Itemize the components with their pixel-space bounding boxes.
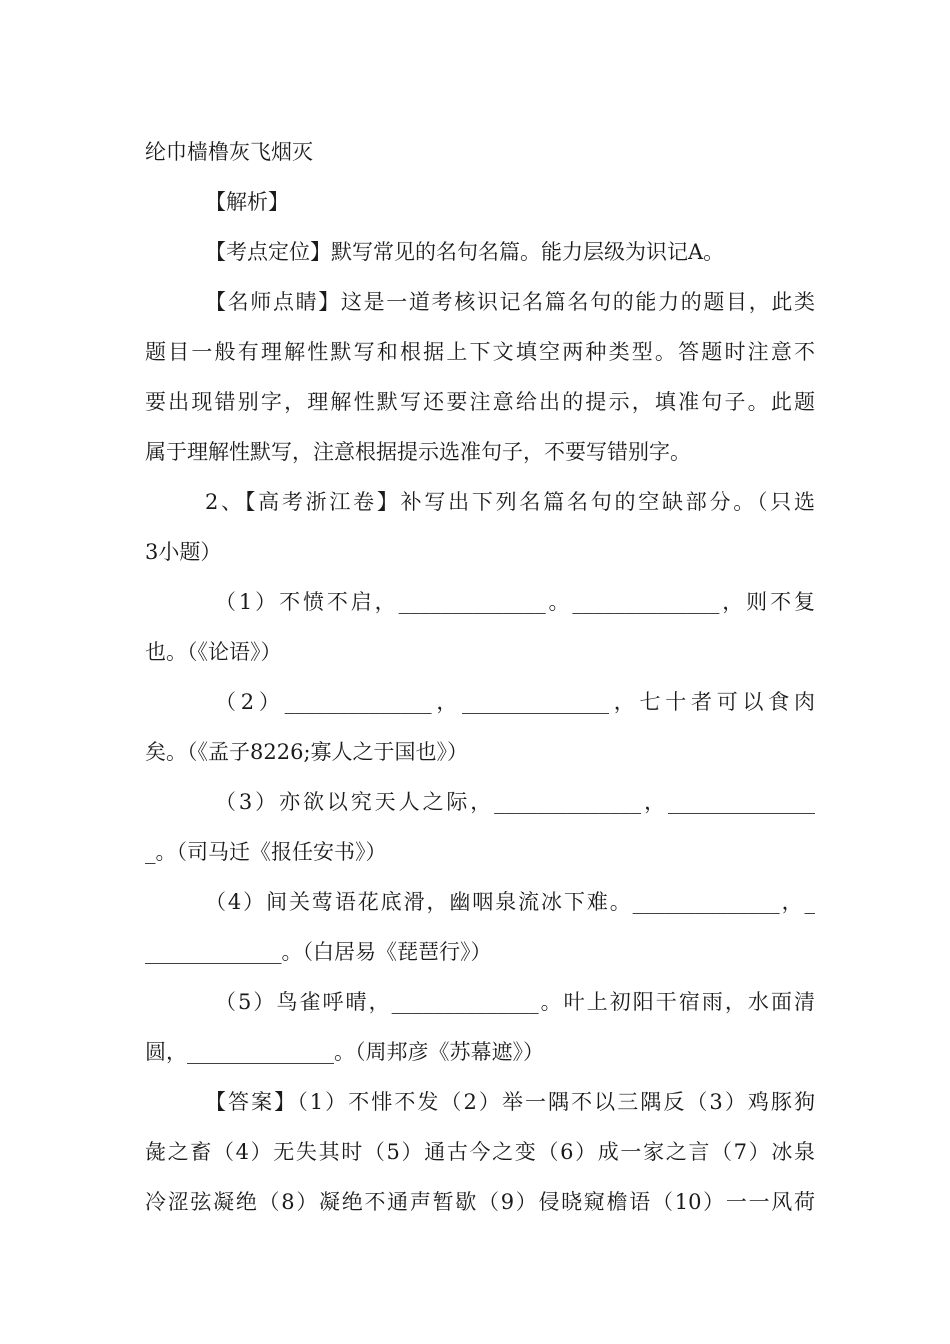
item-4-line-2: _____________。（白居易《琵琶行》） [145, 940, 492, 964]
item-1-line-2: 也。（《论语》） [145, 640, 282, 664]
teacher-note-line-1: 【名师点睛】这是一道考核识记名篇名句的能力的题目，此类 [205, 290, 815, 314]
teacher-note-line-2: 题目一般有理解性默写和根据上下文填空两种类型。答题时注意不 [145, 340, 815, 364]
exam-point-line: 【考点定位】默写常见的名句名篇。能力层级为识记A。 [205, 240, 725, 264]
text-line-answer-tail: 纶巾樯橹灰飞烟灭 [145, 140, 313, 164]
item-3-line-1: （3）亦欲以究天人之际，______________，______________ [215, 790, 815, 814]
item-2-line-2: 矣。（《孟子8226;寡人之于国也》） [145, 740, 469, 764]
answer-line-1: 【答案】（1）不悱不发（2）举一隅不以三隅反（3）鸡豚狗 [205, 1090, 815, 1114]
item-3-line-2: _。（司马迁《报任安书》） [145, 840, 387, 864]
answer-line-2: 彘之畜（4）无失其时（5）通古今之变（6）成一家之言（7）冰泉 [145, 1140, 815, 1164]
item-5-line-1: （5）鸟雀呼晴，______________。叶上初阳干宿雨，水面清 [215, 990, 815, 1014]
teacher-note-line-3: 要出现错别字，理解性默写还要注意给出的提示，填准句子。此题 [145, 390, 815, 414]
answer-line-3: 冷涩弦凝绝（8）凝绝不通声暂歇（9）侵晓窥檐语（10）一一风荷 [145, 1190, 815, 1214]
teacher-note-line-4: 属于理解性默写，注意根据提示选准句子，不要写错别字。 [145, 440, 691, 464]
item-2-line-1: （2）______________，______________，七十者可以食肉 [215, 690, 815, 714]
analysis-heading: 【解析】 [205, 190, 289, 214]
item-1-line-1: （1）不愤不启，______________。______________，则不复 [215, 590, 815, 614]
question-2-heading: 2、【高考浙江卷】补写出下列名篇名句的空缺部分。（只选 [205, 490, 815, 514]
item-4-line-1: （4）间关莺语花底滑，幽咽泉流冰下难。______________，_ [205, 890, 815, 914]
item-5-line-2: 圆，______________。（周邦彦《苏幕遮》） [145, 1040, 544, 1064]
question-2-heading-cont: 3小题） [145, 540, 222, 564]
